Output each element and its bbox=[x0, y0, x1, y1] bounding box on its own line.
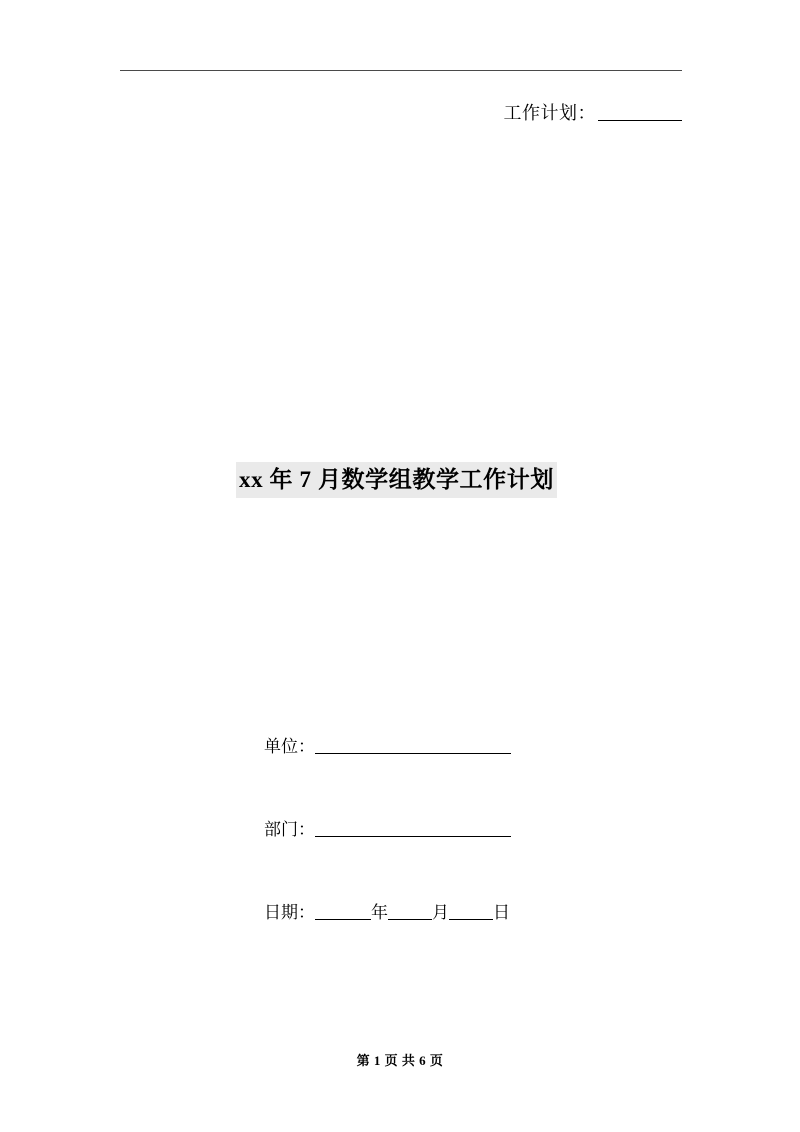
date-field-label: 日期： bbox=[264, 903, 315, 922]
date-year-input[interactable] bbox=[315, 904, 371, 920]
page-footer bbox=[0, 1050, 800, 1069]
field-block bbox=[264, 735, 684, 925]
department-field-label: 部门： bbox=[264, 820, 315, 839]
header-plan-blank-line[interactable] bbox=[598, 104, 682, 121]
field-row-unit bbox=[264, 735, 684, 759]
page-title: xx 年 7 月数学组教学工作计划 bbox=[236, 462, 557, 498]
date-day-unit: 日 bbox=[493, 903, 510, 922]
date-year-unit: 年 bbox=[371, 903, 388, 922]
date-month-unit: 月 bbox=[432, 903, 449, 922]
header-plan-label-row bbox=[120, 100, 682, 126]
date-day-input[interactable] bbox=[449, 904, 493, 920]
date-month-input[interactable] bbox=[388, 904, 432, 920]
unit-field-input[interactable] bbox=[315, 738, 511, 754]
header-plan-label: 工作计划： bbox=[503, 103, 596, 123]
field-row-department bbox=[264, 818, 684, 842]
unit-field-label: 单位： bbox=[264, 737, 315, 756]
field-row-date bbox=[264, 901, 684, 925]
department-field-input[interactable] bbox=[315, 821, 511, 837]
page-number-text: 第 1 页 共 6 页 bbox=[356, 1053, 444, 1068]
header-divider bbox=[120, 70, 682, 71]
